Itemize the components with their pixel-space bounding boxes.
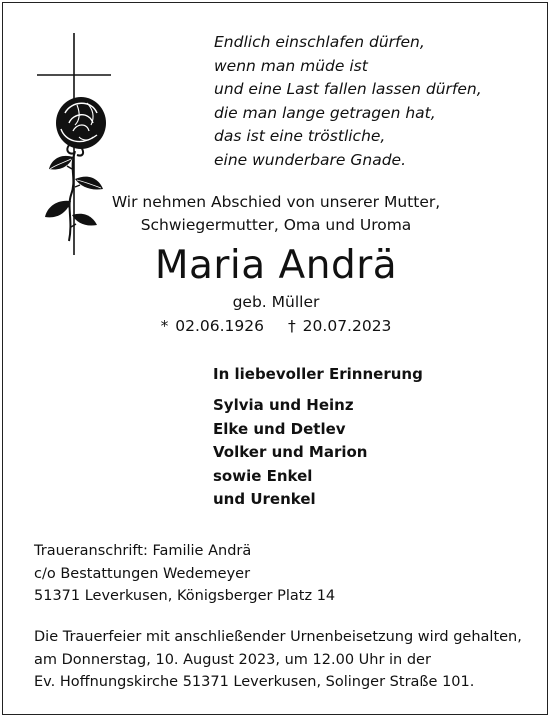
mourner-name: Elke und Detlev (213, 419, 346, 438)
mourners-block (213, 363, 423, 512)
ceremony-line: am Donnerstag, 10. August 2023, um 12.00 Uhr in der (34, 651, 431, 668)
birth-name: geb. Müller (232, 293, 320, 311)
ceremony-line: Ev. Hoffnungskirche 51371 Leverkusen, Solinger Straße 101. (34, 674, 475, 690)
mourner-name: sowie Enkel (213, 466, 313, 485)
mourners-heading: In liebevoller Erinnerung (213, 365, 423, 383)
ceremony-line: Die Trauerfeier mit anschließender Urnenbeisetzung wird gehalten, (34, 629, 522, 645)
intro-line: Schwiegermutter, Oma und Uroma (140, 216, 412, 234)
poem-line: Endlich einschlafen dürfen, (214, 33, 425, 51)
poem-line: eine wunderbare Gnade. (214, 150, 407, 169)
poem-line: das ist eine tröstliche, (214, 127, 386, 145)
death-date: † 20.07.2023 (288, 317, 392, 335)
life-dates (3, 317, 549, 335)
mourner-name: Sylvia und Heinz (213, 396, 354, 414)
poem-line: und eine Last fallen lassen dürfen, (214, 80, 482, 98)
address-line: 51371 Leverkusen, Königsberger Platz 14 (34, 588, 336, 604)
farewell-intro (3, 191, 549, 237)
address-line: Traueranschrift: Familie Andrä (34, 543, 252, 559)
intro-line: Wir nehmen Abschied von unserer Mutter, (111, 193, 441, 211)
poem-line: die man lange getragen hat, (214, 103, 436, 122)
obituary-notice (2, 2, 548, 715)
mourner-name: Volker und Marion (213, 443, 368, 461)
mourner-name: und Urenkel (213, 490, 316, 508)
ceremony-info (34, 626, 522, 694)
address-line: c/o Bestattungen Wedemeyer (34, 565, 251, 582)
birth-date: * 02.06.1926 (160, 317, 264, 335)
poem-line: wenn man müde ist (214, 56, 368, 75)
mourning-address (34, 540, 335, 608)
deceased-name: Maria Andrä (154, 243, 398, 288)
poem (214, 31, 482, 172)
